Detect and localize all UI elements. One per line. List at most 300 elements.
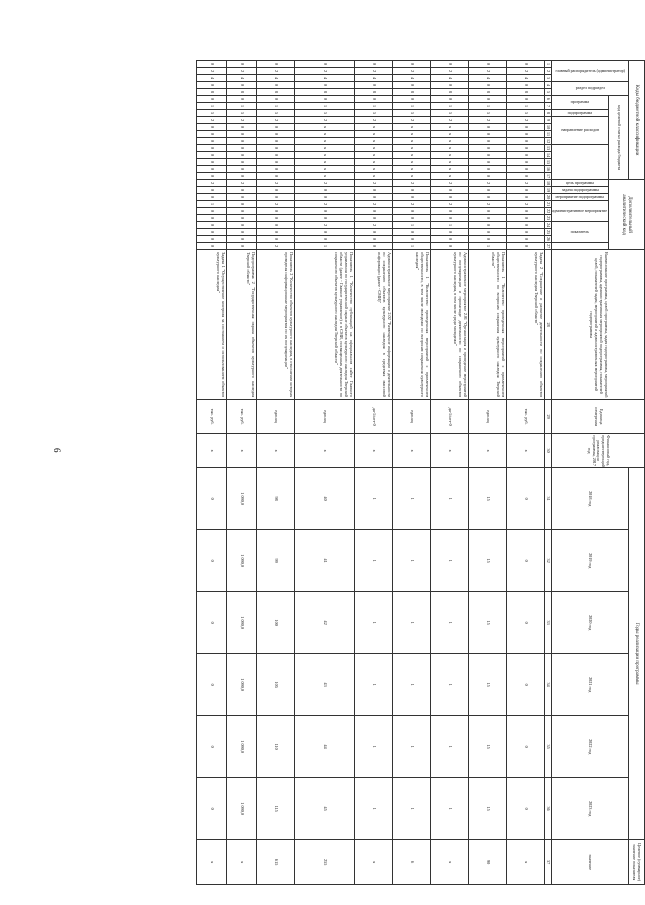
code-cell: 8 [506,89,544,96]
code-cell: 0 [294,236,354,243]
code-cell: 0 [430,208,468,215]
row-target: 90 [468,840,506,885]
code-cell: 4 [506,75,544,82]
code-cell: 8 [196,89,226,96]
code-cell: 0 [196,243,226,250]
code-cell: 0 [430,236,468,243]
row-year-value: 15 [468,716,506,778]
table-body [196,61,544,885]
code-cell: x [430,138,468,145]
code-cell: 0 [506,208,544,215]
header-admin-measure: административное мероприятие [551,201,608,222]
code-cell: 2 [354,68,392,75]
code-cell: 0 [392,187,430,194]
code-cell: x [294,173,354,180]
code-cell: 0 [196,222,226,229]
code-cell: 0 [430,229,468,236]
code-cell: 0 [256,194,294,201]
column-number: 33 [544,592,551,654]
row-name: Показатель 1 "Количество проведенных мероприятий с привлечением общественности по вопросам сохранения культурного наследия Тверской области" [468,250,506,400]
row-year-value: 40 [294,468,354,530]
code-cell: 1 [468,103,506,110]
row-year-value: 1 [354,468,392,530]
code-cell: 0 [256,138,294,145]
code-cell: 0 [196,229,226,236]
code-cell: 2 [430,117,468,124]
column-number: 7 [544,103,551,110]
header-direction-extra [551,145,608,180]
row-year-value: 43 [294,654,354,716]
row-fin-year: x [226,434,256,468]
code-cell: 0 [256,124,294,131]
code-cell: 0 [354,187,392,194]
column-number: 21 [546,202,552,207]
code-cell: 0 [354,215,392,222]
code-cell: 0 [468,173,506,180]
code-cell: 0 [226,145,256,152]
code-cell: 0 [354,236,392,243]
row-year-value: 0 [196,778,226,840]
code-cell: 0 [506,194,544,201]
column-number: 10 [546,125,552,130]
row-year-value: 98 [256,468,294,530]
code-cell: 0 [256,229,294,236]
header-section-code: раздел подраздел [551,82,628,96]
code-cell: 2 [354,222,392,229]
code-cell: 0 [506,145,544,152]
table-row [506,61,544,885]
code-cell: 0 [468,124,506,131]
code-cell: 0 [468,166,506,173]
code-cell: 2 [468,68,506,75]
code-cell: x [354,124,392,131]
code-cell: 0 [256,236,294,243]
code-cell: 0 [392,96,430,103]
code-cell: 0 [226,208,256,215]
column-number: 23 [546,216,552,221]
header-years-group: Годы реализации программы [629,468,645,840]
code-cell: x [294,166,354,173]
code-cell: x [354,138,392,145]
column-number: 13 [546,146,552,151]
code-cell: 2 [506,68,544,75]
code-cell: 0 [294,61,354,68]
code-cell: 0 [354,194,392,201]
code-cell: 0 [226,201,256,208]
code-cell: 0 [468,152,506,159]
column-number: 18 [546,181,552,186]
column-number: 9 [544,117,551,124]
row-year-value: 1 090,0 [226,654,256,716]
column-number: 36 [544,778,551,840]
code-cell: 0 [392,61,430,68]
code-cell: 0 [196,208,226,215]
header-indicator-extra [551,243,608,250]
column-number: 26 [546,237,552,242]
column-number: 6 [544,96,551,103]
code-cell: 0 [506,138,544,145]
row-year-value: 1 [430,778,468,840]
row-target: 615 [256,840,294,885]
row-year-value: 1 090,0 [226,468,256,530]
code-cell: 8 [430,89,468,96]
code-cell: 2 [256,243,294,250]
row-name: Показатель 1 "Количество публикаций на официальном сайте Главного управления по государственной охране объектов культурного наследия Тверской области (далее - Главное управление) и в СМИ, посвященных деятельности по сохранению объектов культурного наследия Тверской области" [294,250,354,400]
code-cell: 8 [226,89,256,96]
code-cell: 0 [196,236,226,243]
row-unit: да-1/нет-0 [354,400,392,434]
code-cell: 1 [294,243,354,250]
code-cell: 0 [226,243,256,250]
column-number: 8 [544,110,551,117]
code-cell: 0 [196,138,226,145]
table-wrapper [197,60,645,882]
code-cell: 1 [196,103,226,110]
header-program-classifier: Дополнительный аналитический код [609,180,645,250]
row-year-value: 44 [294,716,354,778]
row-target: 6 [392,840,430,885]
code-cell: 2 [468,180,506,187]
code-cell: 2 [294,68,354,75]
code-cell: 2 [392,68,430,75]
code-cell: 0 [430,82,468,89]
row-year-value: 0 [506,468,544,530]
code-cell: 0 [506,152,544,159]
row-unit: тыс. руб. [506,400,544,434]
row-year-value: 1 [354,654,392,716]
code-cell: 0 [294,187,354,194]
code-cell: 0 [196,166,226,173]
column-number: 14 [546,153,552,158]
row-unit: тыс. руб. [226,400,256,434]
code-cell: 5 [354,110,392,117]
row-year-value: 105 [256,654,294,716]
code-cell: 0 [226,124,256,131]
code-cell: 5 [430,110,468,117]
row-year-value: 0 [196,530,226,592]
code-cell: 2 [468,201,506,208]
code-cell: 2 [392,117,430,124]
code-cell: 1 [430,222,468,229]
code-cell: 0 [430,243,468,250]
row-year-value: 1 [392,716,430,778]
row-year-value: 0 [506,530,544,592]
code-cell: 0 [354,243,392,250]
row-year-value: 0 [506,716,544,778]
code-cell: 0 [506,173,544,180]
code-cell: 4 [294,75,354,82]
code-cell: x [354,173,392,180]
code-cell: x [430,166,468,173]
row-fin-year: x [392,434,430,468]
row-year-value: 1 [392,654,430,716]
code-cell: 5 [294,110,354,117]
code-cell: 0 [506,236,544,243]
code-cell: 0 [196,124,226,131]
code-cell: 8 [354,89,392,96]
row-year-value: 42 [294,592,354,654]
code-cell: 0 [256,215,294,222]
code-cell: 0 [226,138,256,145]
code-cell: 2 [392,180,430,187]
row-year-value: 1 [354,530,392,592]
code-cell: 2 [294,180,354,187]
row-year-value: 1 [354,592,392,654]
table-row [392,61,430,885]
code-cell: 8 [468,89,506,96]
code-cell: 0 [468,229,506,236]
row-year-value: 15 [468,654,506,716]
row-name: Показатель 1 "Количество проведенных мероприятий с привлечением общественности, в том числе молодежи по вопросам сохранения культурного наследия" [392,250,430,400]
code-cell: 1 [468,243,506,250]
column-number: 35 [544,716,551,778]
row-year-value: 100 [256,592,294,654]
code-cell: 1 [196,201,226,208]
code-cell: 1 [392,243,430,250]
code-cell: 0 [294,208,354,215]
code-cell: 0 [506,159,544,166]
code-cell: 0 [468,131,506,138]
code-cell: x [430,145,468,152]
row-year-value: 1 [430,468,468,530]
row-year-value: 0 [196,654,226,716]
code-cell: 2 [256,180,294,187]
code-cell: x [430,131,468,138]
code-cell: 5 [256,110,294,117]
code-cell: 0 [226,82,256,89]
row-year-value: 0 [196,468,226,530]
code-cell: x [354,145,392,152]
column-number: 31 [544,468,551,530]
code-cell: 0 [294,229,354,236]
program-table [196,60,645,885]
code-cell: 0 [196,96,226,103]
column-number: 17 [546,174,552,179]
table-row [196,61,226,885]
header-expense-breakdown: код целевой статьи расхода бюджета [609,96,629,180]
code-cell: 2 [226,68,256,75]
code-cell: 0 [256,166,294,173]
header-2021: 2021 год [551,654,628,716]
code-cell: 2 [226,117,256,124]
code-cell: 0 [392,236,430,243]
code-cell: 0 [506,166,544,173]
code-cell: 2 [354,117,392,124]
row-fin-year: x [256,434,294,468]
code-cell: 0 [430,194,468,201]
row-target: 255 [294,840,354,885]
code-cell: 0 [468,82,506,89]
code-cell: 8 [256,89,294,96]
code-cell: 0 [256,222,294,229]
code-cell: 2 [294,117,354,124]
code-cell: 0 [256,131,294,138]
code-cell: x [430,124,468,131]
header-subprogram-code: подпрограмма [551,110,608,117]
code-cell: x [294,145,354,152]
code-cell: 0 [506,243,544,250]
code-cell: 2 [196,180,226,187]
code-cell: 0 [354,208,392,215]
code-cell: 2 [196,68,226,75]
row-year-value: 15 [468,592,506,654]
code-cell: 2 [294,222,354,229]
code-cell: 0 [196,152,226,159]
code-cell: 0 [226,173,256,180]
code-cell: x [392,152,430,159]
column-number: 2 [544,68,551,75]
header-target-group: Целевое (суммарное) значение показателя [629,840,645,885]
row-year-value: 115 [256,778,294,840]
row-unit: единиц [294,400,354,434]
row-year-value: 110 [256,716,294,778]
header-name-column: Наименование программы, целей программы, задач подпрограммы, мероприятий подпрограммы, административных мероприятий подпрограммы, показателей целей, показателей задач, мероприятий и административных мероприятий подпрограммы [551,250,644,400]
row-unit: тыс. руб. [196,400,226,434]
header-2023: 2023 год [551,778,628,840]
code-cell: 0 [256,96,294,103]
row-name: Показатель 2 "Количество объектов культурного наследия, в отношении которых проведены информационные мероприятия по их популяризации" [256,250,294,400]
code-cell: 0 [392,194,430,201]
column-number: 32 [544,530,551,592]
code-cell: 4 [256,75,294,82]
header-task-code: задача подпрограммы [551,187,608,194]
row-year-value: 0 [506,778,544,840]
row-year-value: 1 [430,716,468,778]
code-cell: 0 [392,229,430,236]
code-cell: 0 [226,131,256,138]
code-cell: 0 [256,61,294,68]
row-year-value: 1 [430,530,468,592]
code-cell: 0 [354,96,392,103]
row-name: Административное мероприятие 2.01 "Организация и проведение мероприятий по популяризации и пропаганде деятельности по сохранению объектов культурного наследия, в том числе среди молодежи" [430,250,468,400]
code-cell: x [430,159,468,166]
code-cell: 0 [294,82,354,89]
row-year-value: 1 [430,592,468,654]
code-cell: 0 [256,173,294,180]
code-cell: 0 [392,82,430,89]
code-cell: 1 [226,103,256,110]
row-year-value: 45 [294,778,354,840]
code-cell: 2 [468,117,506,124]
row-year-value: 0 [196,716,226,778]
code-cell: x [294,124,354,131]
code-cell: x [354,166,392,173]
column-number: 1 [544,61,551,68]
code-cell: 1 [294,103,354,110]
code-cell: x [392,131,430,138]
code-cell: 0 [468,208,506,215]
row-year-value: 0 [506,592,544,654]
table-row [430,61,468,885]
code-cell: 0 [430,187,468,194]
code-cell: 0 [226,236,256,243]
code-cell: 0 [506,229,544,236]
header-budget-classification: Коды бюджетной классификации [629,61,645,180]
code-cell: 2 [392,201,430,208]
code-cell: 0 [256,208,294,215]
code-cell: 0 [226,187,256,194]
code-cell: 0 [226,61,256,68]
code-cell: x [294,131,354,138]
code-cell: 0 [468,187,506,194]
row-name: Административное мероприятие 2.02 "Размещение информации о деятельности по сохранению объектов культурного наследия в средствах массовой информации (далее - СМИ)" [354,250,392,400]
code-cell: 2 [196,117,226,124]
column-number: 12 [546,139,552,144]
code-cell: 0 [226,222,256,229]
row-year-value: 1 [392,592,430,654]
row-fin-year: x [354,434,392,468]
code-cell: 0 [294,194,354,201]
row-year-value: 1 [392,530,430,592]
code-cell: 2 [430,68,468,75]
code-cell: 2 [430,180,468,187]
code-cell: 0 [468,96,506,103]
table-row [354,61,392,885]
column-number: 34 [544,654,551,716]
code-cell: 5 [468,110,506,117]
code-cell: 0 [506,124,544,131]
row-unit: единиц [468,400,506,434]
code-cell: 0 [226,96,256,103]
row-fin-year: x [294,434,354,468]
row-fin-year: x [468,434,506,468]
header-value: значение [551,840,628,885]
code-cell: x [294,159,354,166]
code-cell: 0 [354,82,392,89]
column-number: 37 [544,840,551,885]
code-cell: 0 [196,194,226,201]
code-cell: x [392,166,430,173]
row-year-value: 1 090,0 [226,716,256,778]
header-2022: 2022 год [551,716,628,778]
column-number-row [544,61,551,885]
code-cell: 2 [354,201,392,208]
code-cell: 0 [506,187,544,194]
code-cell: 0 [294,215,354,222]
code-cell: 0 [354,61,392,68]
code-cell: 0 [196,131,226,138]
table-row [468,61,506,885]
code-cell: 2 [506,201,544,208]
row-year-value: 15 [468,778,506,840]
code-cell: x [392,145,430,152]
code-cell: 1 [392,103,430,110]
header-goal-code: цель программы [551,180,608,187]
code-cell: x [430,152,468,159]
column-number: 11 [546,132,552,137]
code-cell: 0 [468,138,506,145]
code-cell: 0 [226,159,256,166]
code-cell: 0 [468,222,506,229]
column-number: 4 [544,82,551,89]
column-number: 27 [546,244,552,249]
header-program-code: программа [551,96,608,110]
column-number: 3 [544,75,551,82]
code-cell: 0 [256,82,294,89]
code-cell: x [392,124,430,131]
column-number: 20 [546,195,552,200]
code-cell: x [354,152,392,159]
code-cell: 2 [430,201,468,208]
header-measure-code: мероприятие подпрограммы [551,194,608,201]
header-unit: Единица измерения [551,400,644,434]
code-cell: 2 [506,117,544,124]
code-cell: 0 [354,229,392,236]
code-cell: 0 [506,131,544,138]
header-2018: 2018 год [551,468,628,530]
code-cell: x [354,131,392,138]
row-year-value: 0 [196,592,226,654]
